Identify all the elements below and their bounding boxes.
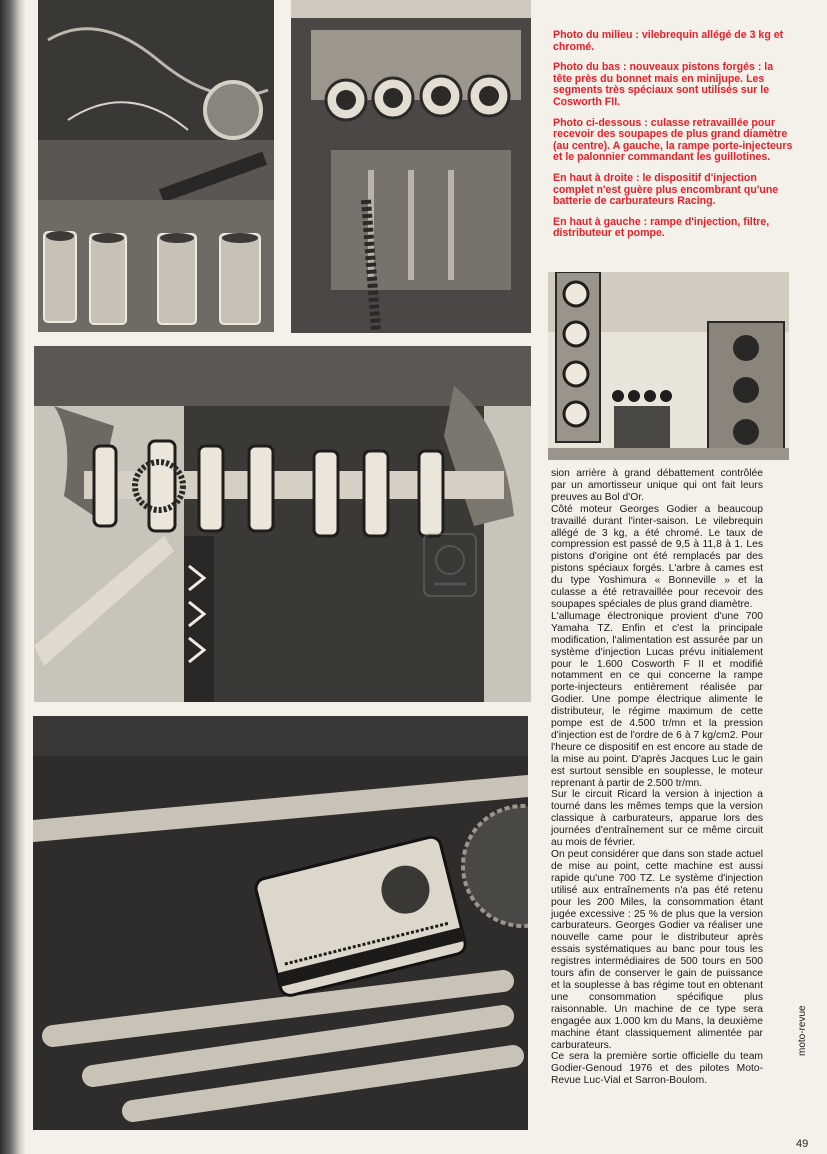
caption-pistons: Photo du bas : nouveaux pistons forgés : la tête près du bonnet mais en minijupe. Les segments très spéciaux sont utilisés sur le Cosworth FII.: [553, 61, 774, 108]
article-paragraph: On peut considérer que dans son stade actuel de mise au point, cette machine est aussi rapide qu'une 700 TZ. Le système d'injection utilisé aux entraînements n'a pas été retenu pour les 200 Miles, la consommation étant jugée excessive : 25 % de plus que la version carburateurs. Georges Godier va réaliser une nouvelle came pour le distributeur après essais systématiques au banc pour tous les registres intermédiaires de 500 tours en 500 tours afin de conserver le gain de puissance et la souplesse à bas régime tout en obtenant une consommation spécifique plus raisonnable. Un machine de ce type sera engagée aux 1.000 km du Mans, la deuxième machine étant classiquement alimentée par carburateurs.: [551, 849, 763, 1051]
article-paragraph: Ce sera la première sortie officielle du team Godier-Genoud 1976 et des pilotes Moto-Revue Luc-Vial et Sarron-Boulom.: [551, 1051, 763, 1087]
article-paragraph: sion arrière à grand débattement contrôlée par un amortisseur unique qui ont fait leurs preuves au Bol d'Or.: [551, 468, 763, 503]
photo-crankshaft: [34, 346, 531, 702]
caption-injection-system: En haut à droite : le dispositif d'injection complet n'est guère plus encombrant qu'une batterie de carburateurs Racing.: [553, 171, 779, 208]
caption-injection-rail: En haut à gauche : rampe d'injection, filtre, distributeur et pompe.: [553, 215, 770, 240]
photo-injection-system: [291, 0, 531, 333]
article-paragraph: Sur le circuit Ricard la version à injection a tourné dans les mêmes temps que la version classique à carburateurs, apparue lors des journées d'entraînement sur ce même circuit au mois de février.: [551, 789, 763, 849]
caption-crankshaft: Photo du milieu : vilebrequin allégé de 3 kg et chromé.: [553, 29, 784, 53]
page-number: 49: [796, 1138, 809, 1150]
photo-cylinder-head: [548, 272, 789, 460]
article-body: [551, 468, 763, 1087]
photo-injection-rail: [38, 0, 274, 332]
article-paragraph: L'allumage électronique provient d'une 700 Yamaha TZ. Enfin et c'est la principale modification, l'alimentation est assurée par un système d'injection Lucas prévu initialement pour le 1.600 Cosworth F II et modifié notamment en ce qui concerne la rampe porte-injecteurs entièrement réalisée par Godier. Une pompe électrique alimente le distributeur, le régime maximum de cette pompe est de 4.500 tr/mn et la pression d'injection est de l'ordre de 6 à 7 kg/cm2. Pour l'heure ce dispositif en est encore au stade de la mise au point. D'après Jacques Luc le gain est surtout sensible en souplesse, le moteur reprenant à partir de 2.500 tr/mn.: [551, 610, 763, 789]
article-paragraph: Côté moteur Georges Godier a beaucoup travaillé durant l'inter-saison. Le vilebrequin allégé de 3 kg, a été chromé. Le taux de compression est passé de 9,5 à 11,8 à 1. Les pistons d'origine ont été remplacés par des pistons spéciaux forgés. L'arbre à cames est du type Yoshimura « Bonneville » et la culasse a été retravaillée pour recevoir des soupapes spéciales de plus grand diamètre.: [551, 503, 763, 610]
photo-pistons: [33, 716, 528, 1130]
watermark-logo-icon: [420, 530, 480, 600]
caption-cylinder-head: Photo ci-dessous : culasse retravaillée pour recevoir des soupapes de plus grand diamètre (au centre). A gauche, la rampe porte-injecteurs et le palonnier commandant les guillotines.: [553, 116, 793, 164]
magazine-name: moto-revue: [797, 1005, 808, 1056]
page-spine-shadow: [0, 0, 26, 1154]
photo-captions: [553, 30, 793, 249]
